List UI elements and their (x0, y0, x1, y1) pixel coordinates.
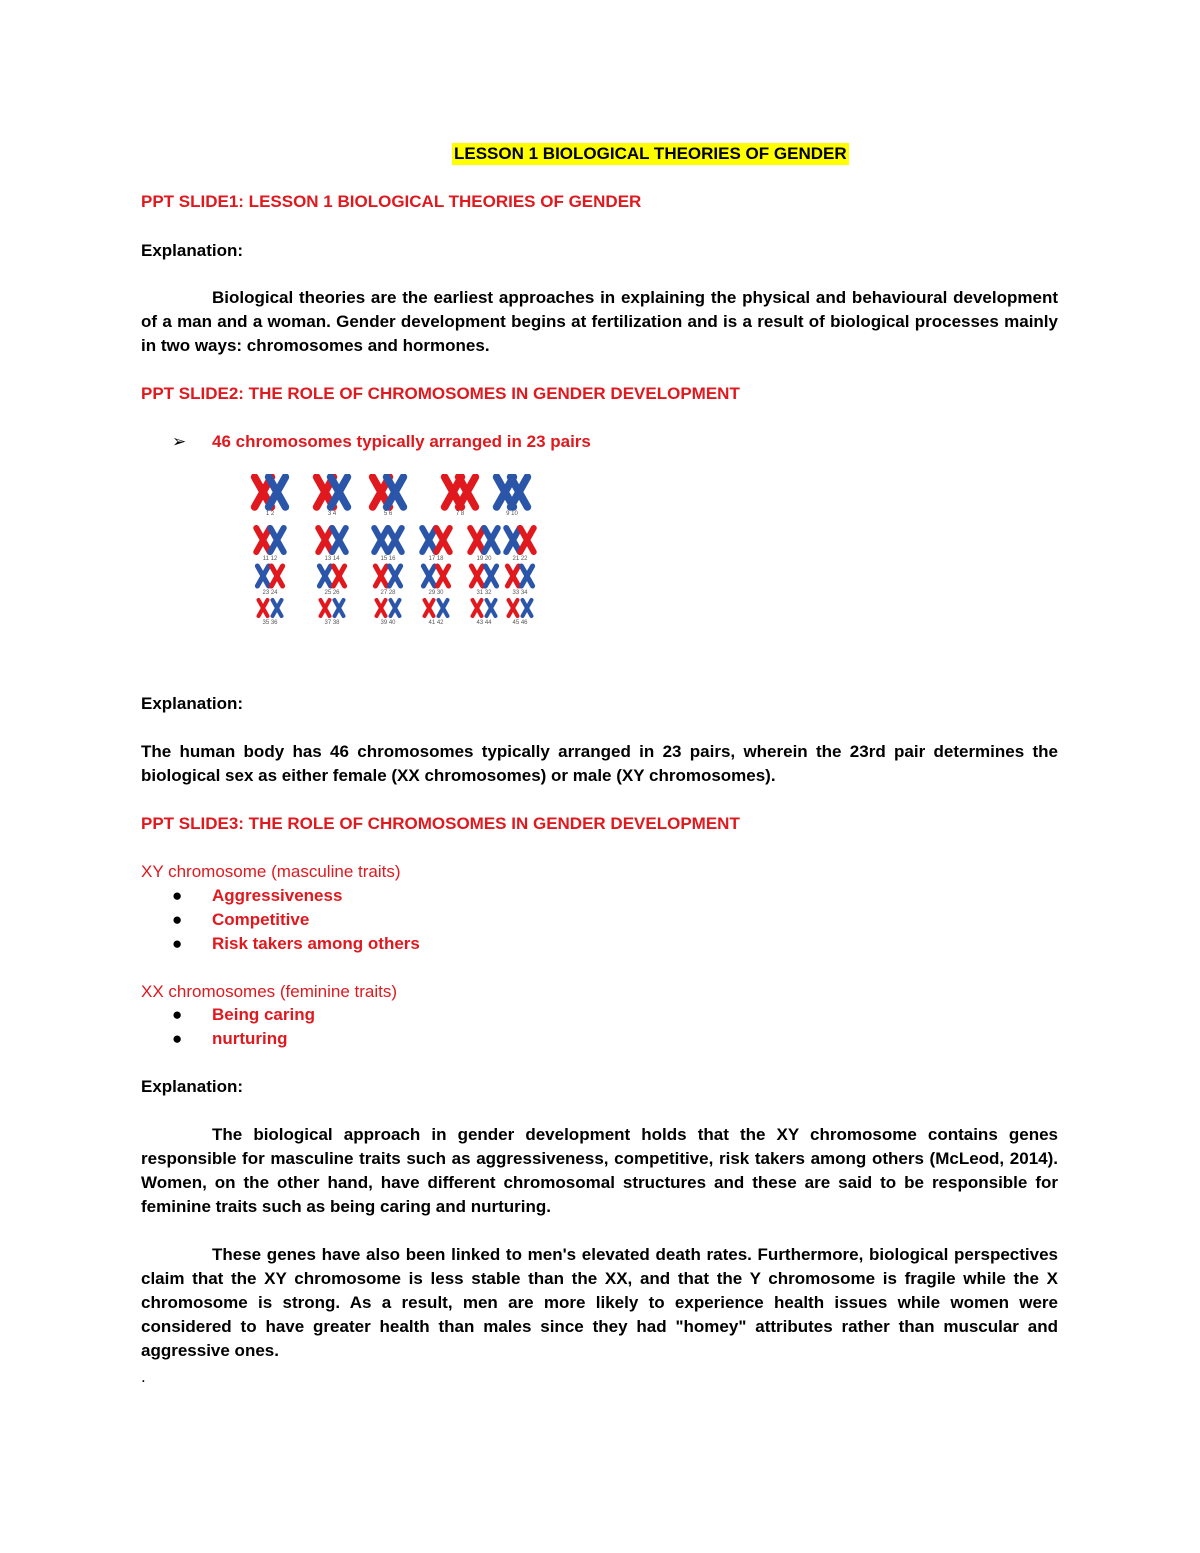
explanation-label-1: Explanation: (141, 241, 244, 260)
chromosome-mark (509, 600, 518, 616)
chromosome-mark (377, 600, 386, 616)
chromosome-mark (388, 528, 401, 552)
chromosome-pair-label: 35 36 (262, 620, 278, 626)
chromosome-mark (374, 528, 387, 552)
chromosome-pair-label: 29 30 (428, 590, 444, 596)
chromosome-mark (270, 528, 283, 552)
chromosome-mark (520, 528, 533, 552)
chromosome-pair-label: 31 32 (476, 590, 492, 596)
chromosome-pair-label: 45 46 (512, 620, 528, 626)
chromosome-mark (335, 600, 344, 616)
chromosome-pair-label: 33 34 (512, 590, 528, 596)
chromosome-mark (439, 600, 448, 616)
round-bullet-icon: ● (172, 934, 183, 953)
chromosome-mark (473, 600, 482, 616)
chromosome-pair-label: 1 2 (265, 511, 275, 517)
paragraph-3: The biological approach in gender development holds that the XY chromosome contains genes responsible for masculine traits such as aggressiveness, competitive, risk takers among others (McLeod, 2014). Women, on the other hand, have different chromosomal structures and these are said to be responsible for feminine traits such as being caring and nurturing. (141, 1125, 1058, 1216)
chromosome-mark (422, 528, 435, 552)
xx-trait-label: Being caring (212, 1005, 315, 1024)
xy-trait-label: Competitive (212, 910, 310, 929)
chromosome-mark (256, 528, 269, 552)
chromosome-pair-label: 13 14 (324, 556, 340, 562)
xy-trait-label: Aggressiveness (212, 886, 343, 905)
chromosome-mark (506, 528, 519, 552)
chromosome-mark (271, 566, 282, 586)
chromosome-mark (389, 566, 400, 586)
chromosome-mark (523, 600, 532, 616)
chromosome-mark (259, 600, 268, 616)
chromosome-mark (485, 566, 496, 586)
chromosome-pair-label: 37 38 (324, 620, 340, 626)
paragraph-1: Biological theories are the earliest approaches in explaining the physical and behavioural development of a man and a woman. Gender development begins at fertilization and is a result of biological processes mainly in two ways: chromosomes and hormones. (141, 288, 1058, 355)
chromosome-mark (425, 600, 434, 616)
explanation-label-3: Explanation: (141, 1077, 244, 1096)
round-bullet-icon: ● (172, 886, 183, 905)
chromosome-mark (436, 528, 449, 552)
chromosome-mark (269, 477, 286, 507)
paragraph-4: These genes have also been linked to men's elevated death rates. Furthermore, biological perspectives claim that the XY chromosome is less stable than the XX, and that the Y chromosome is fragile while the X chromosome is strong. As a result, men are more likely to experience health issues while women were considered to have greater health than males since they had "homey" attributes rather than muscular and aggressive ones. (141, 1245, 1058, 1360)
chromosome-mark (470, 528, 483, 552)
round-bullet-icon: ● (172, 1005, 183, 1024)
chromosome-mark (423, 566, 434, 586)
chromosome-mark (437, 566, 448, 586)
chromosome-mark (487, 600, 496, 616)
chromosome-mark (318, 528, 331, 552)
chromosome-pair-label: 7 8 (455, 511, 465, 517)
chromosome-pair-label: 21 22 (512, 556, 528, 562)
chromosome-mark (387, 477, 404, 507)
explanation-label-2: Explanation: (141, 694, 244, 713)
slide3-heading: PPT SLIDE3: THE ROLE OF CHROMOSOMES IN GENDER DEVELOPMENT (141, 814, 740, 833)
chromosome-pair-label: 23 24 (262, 590, 278, 596)
chromosome-mark (484, 528, 497, 552)
chromosome-mark (375, 566, 386, 586)
chromosome-pair-label: 43 44 (476, 620, 492, 626)
chromosome-mark (332, 528, 345, 552)
page-title: LESSON 1 BIOLOGICAL THEORIES OF GENDER (454, 144, 847, 163)
chromosome-mark (521, 566, 532, 586)
chromosome-pair-label: 5 6 (383, 511, 393, 517)
chromosome-pair-label: 17 18 (428, 556, 444, 562)
round-bullet-icon: ● (172, 910, 183, 929)
chromosome-mark (257, 566, 268, 586)
chromosome-mark (459, 477, 476, 507)
chromosome-mark (321, 600, 330, 616)
slide2-heading: PPT SLIDE2: THE ROLE OF CHROMOSOMES IN GENDER DEVELOPMENT (141, 384, 740, 403)
slide1-heading: PPT SLIDE1: LESSON 1 BIOLOGICAL THEORIES OF GENDER (141, 192, 642, 211)
chromosome-pair-label: 41 42 (428, 620, 444, 626)
chromosome-mark (511, 477, 528, 507)
chromosome-pair-label: 25 26 (324, 590, 340, 596)
xx-trait-label: nurturing (212, 1029, 288, 1048)
trailing-mark: . (141, 1367, 146, 1386)
chromosome-mark (273, 600, 282, 616)
arrow-bullet-icon: ➢ (172, 432, 187, 451)
round-bullet-icon: ● (172, 1029, 183, 1048)
xy-heading: XY chromosome (masculine traits) (141, 862, 401, 881)
chromosome-mark (333, 566, 344, 586)
slide2-point: 46 chromosomes typically arranged in 23 pairs (212, 432, 591, 451)
chromosome-mark (391, 600, 400, 616)
chromosome-mark (507, 566, 518, 586)
chromosome-pair-label: 27 28 (380, 590, 396, 596)
chromosome-pair-label: 19 20 (476, 556, 492, 562)
karyotype-image (248, 474, 540, 634)
xy-trait-label: Risk takers among others (212, 934, 420, 953)
chromosome-mark (319, 566, 330, 586)
chromosome-mark (471, 566, 482, 586)
chromosome-pair-label: 9 10 (506, 511, 518, 517)
chromosome-pair-label: 15 16 (380, 556, 396, 562)
chromosome-pair-label: 3 4 (327, 511, 337, 517)
chromosome-pair-label: 39 40 (380, 620, 396, 626)
xx-heading: XX chromosomes (feminine traits) (141, 982, 398, 1001)
paragraph-2: The human body has 46 chromosomes typically arranged in 23 pairs, wherein the 23rd pair determines the biological sex as either female (XX chromosomes) or male (XY chromosomes). (141, 742, 1058, 785)
chromosome-mark (331, 477, 348, 507)
chromosome-pair-label: 11 12 (262, 556, 278, 562)
